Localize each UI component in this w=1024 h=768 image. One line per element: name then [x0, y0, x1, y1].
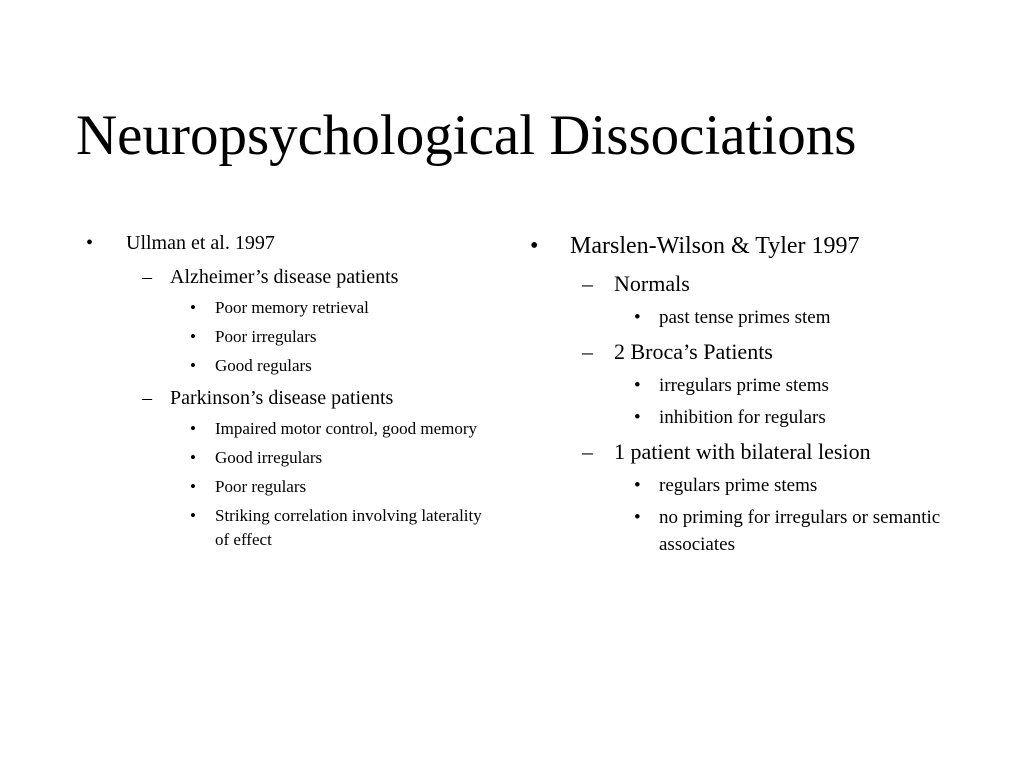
item-text: inhibition for regulars	[659, 407, 826, 428]
bullet-marker: •	[634, 475, 641, 496]
item-text: Poor regulars	[215, 477, 307, 496]
bullet-marker: •	[634, 507, 641, 528]
list-item	[86, 417, 486, 441]
item-text: Striking correlation involving laterality of effect	[215, 506, 482, 549]
dash-marker: –	[582, 271, 593, 296]
right-group-normals	[530, 269, 950, 299]
group-label: Parkinson’s disease patients	[170, 387, 394, 409]
bullet-marker: •	[190, 419, 196, 438]
bullet-marker: •	[634, 407, 641, 428]
item-text: Good irregulars	[215, 448, 323, 467]
item-text: irregulars prime stems	[659, 375, 829, 396]
right-heading: Marslen-Wilson & Tyler 1997	[570, 233, 860, 259]
list-item	[530, 372, 950, 399]
bullet-marker: •	[190, 356, 196, 375]
list-item	[86, 354, 486, 378]
list-item	[86, 475, 486, 499]
left-group-parkinsons	[86, 384, 486, 412]
group-label: 1 patient with bilateral lesion	[614, 439, 871, 464]
list-item	[530, 504, 950, 558]
item-text: Poor memory retrieval	[215, 298, 369, 317]
slide-title: Neuropsychological Dissociations	[76, 104, 857, 167]
item-text: no priming for irregulars or semantic associates	[659, 507, 941, 555]
bullet-marker: •	[190, 506, 196, 525]
item-text: past tense primes stem	[659, 307, 831, 328]
dash-marker: –	[582, 339, 593, 364]
list-item	[86, 446, 486, 470]
group-label: 2 Broca’s Patients	[614, 339, 773, 364]
list-item	[86, 504, 486, 552]
right-group-brocas	[530, 337, 950, 367]
bullet-marker: •	[86, 232, 94, 254]
left-group-alzheimers	[86, 263, 486, 291]
item-text: regulars prime stems	[659, 475, 818, 496]
bullet-marker: •	[190, 477, 196, 496]
list-item	[530, 404, 950, 431]
dash-marker: –	[142, 387, 152, 409]
bullet-marker: •	[530, 233, 539, 259]
bullet-marker: •	[190, 327, 196, 346]
left-heading-item	[86, 229, 486, 257]
list-item	[530, 472, 950, 499]
item-text: Impaired motor control, good memory	[215, 419, 478, 438]
list-item	[86, 325, 486, 349]
left-heading: Ullman et al. 1997	[126, 232, 275, 254]
bullet-marker: •	[190, 448, 196, 467]
group-label: Normals	[614, 271, 690, 296]
left-column	[86, 229, 486, 552]
bullet-marker: •	[634, 307, 641, 328]
right-column	[530, 229, 950, 558]
group-label: Alzheimer’s disease patients	[170, 266, 399, 288]
list-item	[530, 304, 950, 331]
item-text: Good regulars	[215, 356, 312, 375]
list-item	[86, 296, 486, 320]
right-heading-item	[530, 229, 950, 263]
right-group-bilateral	[530, 437, 950, 467]
dash-marker: –	[142, 266, 152, 288]
bullet-marker: •	[634, 375, 641, 396]
dash-marker: –	[582, 439, 593, 464]
item-text: Poor irregulars	[215, 327, 317, 346]
bullet-marker: •	[190, 298, 196, 317]
